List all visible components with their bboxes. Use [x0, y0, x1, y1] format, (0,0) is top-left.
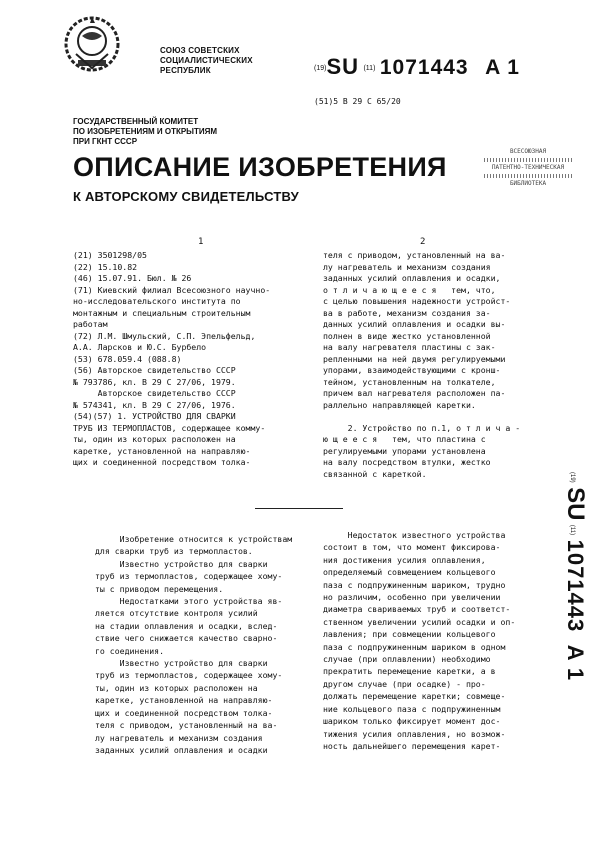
- ussr-line: СОЮЗ СОВЕТСКИХ: [160, 46, 240, 55]
- text-line: Известно устройство для сварки: [95, 558, 268, 569]
- text-line: щих и соединенной посредством толка-: [73, 457, 251, 467]
- stamp-line: БИБЛИОТЕКА: [509, 180, 547, 187]
- text-line: другом случае (при осадке) - про-: [323, 678, 486, 689]
- committee-header: [73, 117, 217, 147]
- ipc-class: [314, 97, 401, 106]
- library-stamp: [478, 148, 578, 190]
- text-line: Недостатками этого устройства яв-: [95, 596, 283, 607]
- patent-number: 1071443: [379, 56, 469, 79]
- text-line: ние кольцевого паза с подпружиненным: [323, 703, 501, 714]
- stamp-line: ВСЕСОЮЗНАЯ: [509, 148, 547, 155]
- text-line: № 793786, кл. В 29 С 27/06, 1979.: [73, 376, 236, 387]
- text-line: лавления; при совмещении кольцевого: [323, 629, 496, 640]
- description-left-column: [95, 533, 292, 756]
- text-line: заданных усилий оплавления и осадки: [95, 744, 268, 755]
- text-line: теля с приводом, установленный на ва-: [95, 720, 278, 731]
- document-subtitle: К АВТОРСКОМУ СВИДЕТЕЛЬСТВУ: [73, 189, 299, 204]
- text-line: тижения усилия оплавления, но возмож-: [323, 728, 506, 739]
- text-line: (54)(57) 1. УСТРОЙСТВО ДЛЯ СВАРКИ: [73, 411, 236, 421]
- code-11: (11): [363, 65, 376, 72]
- side-code-19: (19): [569, 472, 575, 483]
- text-line: (46) 15.07.91. Бюл. № 26: [73, 273, 192, 283]
- ussr-emblem: [62, 14, 122, 76]
- side-number: 1071443: [563, 539, 588, 633]
- text-line: Изобретение относится к устройствам: [95, 534, 293, 544]
- text-line: ния достижения усилия оплавления,: [323, 554, 486, 565]
- committee-line: ГОСУДАРСТВЕННЫЙ КОМИТЕТ: [73, 117, 199, 126]
- text-line: [323, 411, 520, 423]
- text-line: диаметра свариваемых труб и соответст-: [323, 604, 511, 615]
- text-line: с целью повышения надежности устройст-: [323, 296, 511, 306]
- text-line: (53) 678.059.4 (088.8): [73, 353, 182, 364]
- text-line: ты, один из которых расположен на: [95, 682, 258, 693]
- text-line: прекратить перемещение каретки, а в: [323, 666, 496, 677]
- code-19: (19): [314, 65, 327, 72]
- text-line: труб из термопластов, содержащее хому-: [95, 571, 283, 582]
- text-line: лу нагреватель и механизм создания: [323, 261, 491, 272]
- publication-number: [314, 54, 520, 80]
- text-line: должать перемещение каретки; совмеще-: [323, 691, 506, 702]
- text-line: тейном, установленным на толкателе,: [323, 376, 496, 387]
- claims-right-column: [323, 250, 520, 480]
- text-line: (56) Авторское свидетельство СССР: [73, 365, 236, 375]
- text-line: лу нагреватель и механизм создания: [95, 732, 263, 743]
- text-line: (72) Л.М. Шмульский, С.П. Эпельфельд,: [73, 330, 256, 341]
- stamp-line: ПАТЕНТНО-ТЕХНИЧЕСКАЯ: [491, 164, 565, 171]
- text-line: данных усилий оплавления и осадки вы-: [323, 319, 506, 329]
- text-line: (22) 15.10.82: [73, 261, 138, 272]
- text-line: А.А. Ларсков и Ю.С. Бурбело: [73, 342, 207, 352]
- text-line: ляется отсутствие контроля усилий: [95, 608, 258, 619]
- description-right-column: [323, 529, 515, 752]
- kind-code: A 1: [485, 56, 520, 79]
- column-number-1: 1: [198, 237, 204, 247]
- ussr-line: РЕСПУБЛИК: [160, 66, 211, 75]
- text-line: каретке, установленной на направляю-: [73, 445, 251, 456]
- country-code: SU: [326, 54, 360, 79]
- text-line: регулируемыми упорами установлена: [323, 445, 486, 456]
- text-line: связанной с кареткой.: [323, 468, 427, 479]
- text-line: но-исследовательского института по: [73, 296, 241, 306]
- text-line: 2. Устройство по п.1, о т л и ч а -: [323, 422, 521, 433]
- text-line: на стадии оплавления и осадки, вслед-: [95, 620, 278, 631]
- text-line: работам: [73, 319, 108, 329]
- text-line: паза с подпружиненным шариком, трудно: [323, 579, 506, 590]
- text-line: ственном увеличении усилий осадки и оп-: [323, 616, 516, 627]
- text-line: для сварки труб из термопластов.: [95, 546, 253, 557]
- claims-left-column: [73, 250, 270, 469]
- text-line: Недостаток известного устройства: [323, 530, 506, 540]
- text-line: труб из термопластов, содержащее хому-: [95, 670, 283, 681]
- text-line: го соединения.: [95, 645, 165, 656]
- text-line: щих и соединенной посредством толка-: [95, 707, 273, 718]
- text-line: Авторское свидетельство СССР: [73, 388, 236, 398]
- text-line: случае (при оплавлении) необходимо: [323, 654, 491, 665]
- text-line: на валу посредством втулки, жестко: [323, 457, 491, 467]
- column-number-2: 2: [420, 237, 426, 247]
- text-line: заданных усилий оплавления и осадки,: [323, 273, 501, 283]
- text-line: репленными на ней двумя регулируемыми: [323, 353, 506, 364]
- text-line: но различим, особенно при увеличении: [323, 592, 501, 603]
- side-code-11: (11): [569, 524, 575, 536]
- side-kind: A 1: [563, 644, 588, 682]
- ussr-header: [160, 46, 253, 76]
- text-line: состоит в том, что момент фиксирова-: [323, 542, 501, 553]
- text-line: шариком только фиксирует момент дос-: [323, 716, 501, 727]
- text-line: ты с приводом перемещения.: [95, 583, 224, 594]
- text-line: ТРУБ ИЗ ТЕРМОПЛАСТОВ, содержащее комму-: [73, 422, 266, 433]
- text-line: упорами, взаимодействующими с кронш-: [323, 365, 501, 375]
- text-line: на валу нагревателя пластины с зак-: [323, 342, 496, 352]
- text-line: ность дальнейшего перемещения карет-: [323, 740, 501, 751]
- committee-line: ПРИ ГКНТ СССР: [73, 137, 138, 146]
- text-line: каретке, установленной на направляю-: [95, 695, 273, 706]
- ipc-text: (51)5 В 29 С 65/20: [314, 97, 401, 106]
- document-title: ОПИСАНИЕ ИЗОБРЕТЕНИЯ: [73, 152, 447, 182]
- text-line: (21) 3501298/05: [73, 250, 147, 260]
- text-line: ты, один из которых расположен на: [73, 434, 236, 444]
- text-line: определяемый совмещением кольцевого: [323, 567, 496, 578]
- text-line: о т л и ч а ю щ е е с я тем, что,: [323, 284, 496, 295]
- side-country: SU: [562, 487, 589, 521]
- text-line: ю щ е е с я тем, что пластина с: [323, 434, 486, 444]
- text-line: монтажным и специальным строительным: [73, 307, 251, 318]
- text-line: (71) Киевский филиал Всесоюзного научно-: [73, 284, 271, 295]
- text-line: паза с подпружиненным шариком в одном: [323, 641, 506, 652]
- ussr-line: СОЦИАЛИСТИЧЕСКИХ: [160, 56, 253, 65]
- text-line: ва в работе, механизм создания за-: [323, 307, 491, 318]
- text-line: ствие чего снижается качество сварно-: [95, 633, 278, 644]
- text-line: причем вал нагревателя расположен па-: [323, 388, 506, 398]
- divider-line: [255, 508, 343, 509]
- text-line: полнен в виде жестко установленной: [323, 330, 491, 341]
- text-line: раллельно направляющей каретки.: [323, 399, 476, 410]
- text-line: № 574341, кл. В 29 С 27/06, 1976.: [73, 399, 236, 410]
- text-line: теля с приводом, установленный на ва-: [323, 250, 506, 260]
- text-line: Известно устройство для сварки: [95, 658, 268, 669]
- committee-line: ПО ИЗОБРЕТЕНИЯМ И ОТКРЫТИЯМ: [73, 127, 218, 136]
